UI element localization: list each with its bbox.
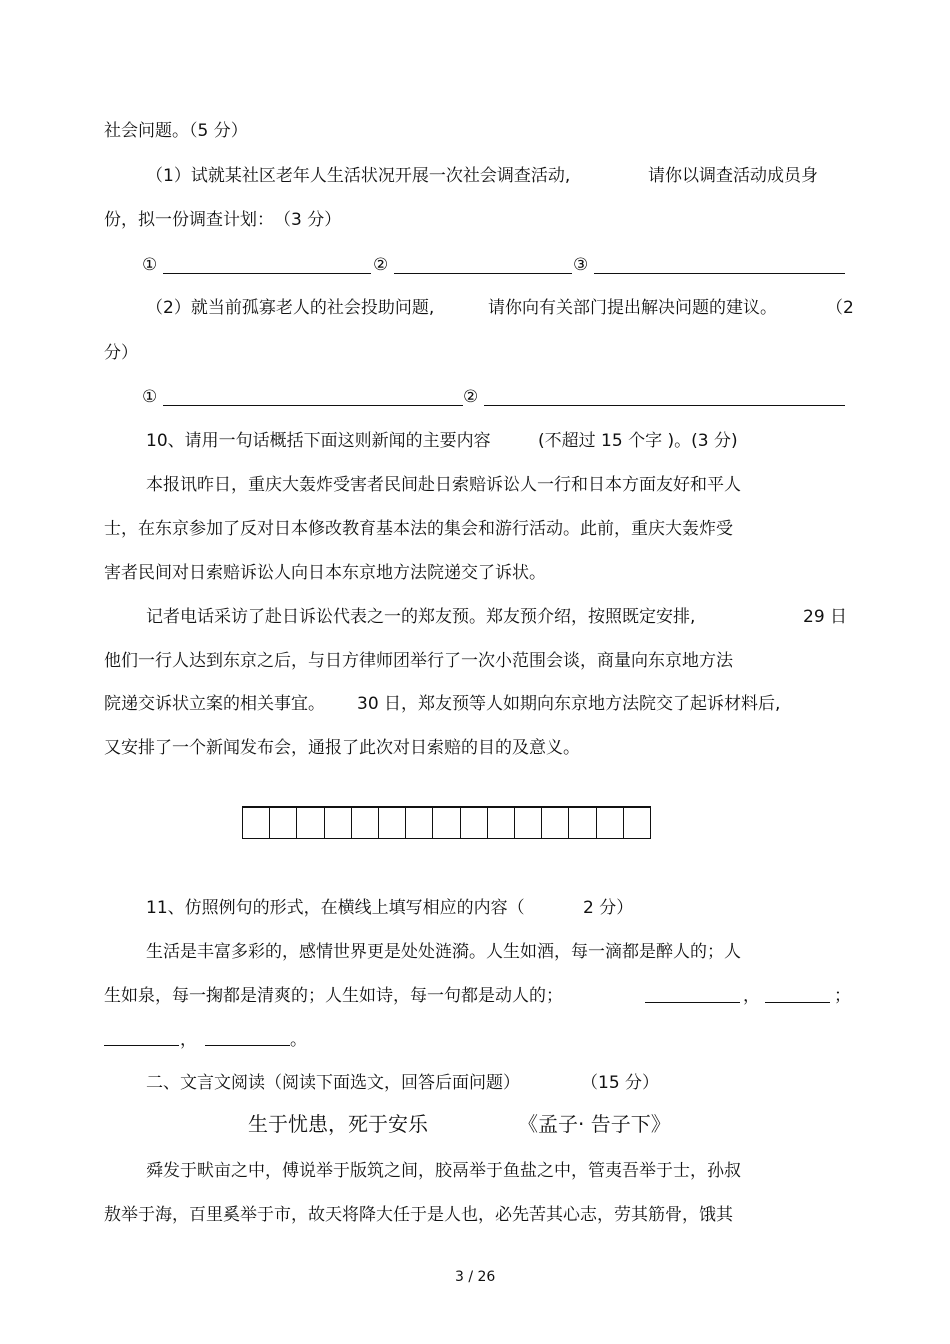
fill-comma-1: ， xyxy=(743,986,760,1006)
news-line-4b: 29 日 xyxy=(803,607,848,627)
section-2a: 二、文言文阅读（阅读下面选文，回答后面问题） xyxy=(146,1073,520,1093)
answer-box-cell[interactable] xyxy=(624,808,651,838)
section-2b: （15 分） xyxy=(581,1073,660,1093)
line-6: 分） xyxy=(104,343,138,363)
line-5b: 请你向有关部门提出解决问题的建议。 xyxy=(488,298,777,318)
news-line-7: 又安排了一个新闻发布会，通报了此次对日索赔的目的及意义。 xyxy=(104,738,580,758)
example-line-1: 生活是丰富多彩的，感情世界更是处处涟漪。人生如酒，每一滴都是醉人的；人 xyxy=(146,942,741,962)
answer-box-cell[interactable] xyxy=(542,808,569,838)
news-line-1: 本报讯昨日，重庆大轰炸受害者民间赴日索赔诉讼人一行和日本方面友好和平人 xyxy=(146,475,741,495)
news-line-5: 他们一行人达到东京之后，与日方律师团举行了一次小范围会谈，商量向东京地方法 xyxy=(104,651,733,671)
classical-title: 生于忧患，死于安乐 xyxy=(248,1112,428,1136)
question-10a: 10、请用一句话概括下面这则新闻的主要内容 xyxy=(146,431,491,451)
news-line-6b: 30 日，郑友预等人如期向东京地方法院交了起诉材料后, xyxy=(357,694,781,714)
news-line-2: 士，在东京参加了反对日本修改教育基本法的集会和游行活动。此前，重庆大轰炸受 xyxy=(104,519,733,539)
answer-box-cell[interactable] xyxy=(569,808,596,838)
answer-box-cell[interactable] xyxy=(243,808,270,838)
marker-5: ② xyxy=(463,387,479,407)
line-2b: 请你以调查活动成员身 xyxy=(648,166,818,186)
line-5a: （2）就当前孤寡老人的社会投助问题, xyxy=(146,298,435,318)
fill-line-4[interactable] xyxy=(205,1045,290,1046)
answer-line-4[interactable] xyxy=(163,405,463,406)
page-number: 3 / 26 xyxy=(455,1269,496,1285)
answer-box-cell[interactable] xyxy=(406,808,433,838)
answer-box-cell[interactable] xyxy=(433,808,460,838)
answer-line-1[interactable] xyxy=(163,273,371,274)
answer-box-cell[interactable] xyxy=(488,808,515,838)
line-2a: （1）试就某社区老年人生活状况开展一次社会调查活动, xyxy=(146,166,571,186)
passage-line-1: 舜发于畎亩之中，傅说举于版筑之间，胶鬲举于鱼盐之中，管夷吾举于士，孙叔 xyxy=(146,1161,741,1181)
answer-box-grid[interactable] xyxy=(242,806,651,839)
answer-box-cell[interactable] xyxy=(597,808,624,838)
line-1: 社会问题。（5 分） xyxy=(104,121,248,141)
marker-3: ③ xyxy=(573,255,589,275)
news-line-4a: 记者电话采访了赴日诉讼代表之一的郑友预。郑友预介绍，按照既定安排, xyxy=(146,607,696,627)
answer-box-cell[interactable] xyxy=(515,808,542,838)
news-line-3: 害者民间对日索赔诉讼人向日本东京地方法院递交了诉状。 xyxy=(104,563,546,583)
answer-line-5[interactable] xyxy=(484,405,845,406)
example-line-2: 生如泉，每一掬都是清爽的；人生如诗，每一句都是动人的； xyxy=(104,986,563,1006)
classical-source: 《孟子· 告子下》 xyxy=(518,1112,671,1136)
fill-semicolon: ； xyxy=(834,986,851,1006)
passage-line-2: 敖举于海，百里奚举于市，故天将降大任于是人也，必先苦其心志，劳其筋骨，饿其 xyxy=(104,1205,733,1225)
answer-line-2[interactable] xyxy=(394,273,572,274)
question-10b: (不超过 15 个字 )。(3 分) xyxy=(538,431,738,451)
fill-comma-2: ， xyxy=(180,1030,197,1050)
line-3: 份，拟一份调查计划： （3 分） xyxy=(104,210,342,230)
answer-box-cell[interactable] xyxy=(325,808,352,838)
marker-1: ① xyxy=(142,255,158,275)
answer-box-cell[interactable] xyxy=(352,808,379,838)
answer-line-3[interactable] xyxy=(594,273,845,274)
fill-line-1[interactable] xyxy=(645,1002,740,1003)
answer-box-cell[interactable] xyxy=(270,808,297,838)
question-11b: 2 分） xyxy=(583,898,634,918)
marker-4: ① xyxy=(142,387,158,407)
answer-box-cell[interactable] xyxy=(379,808,406,838)
marker-2: ② xyxy=(373,255,389,275)
fill-period: 。 xyxy=(290,1030,307,1050)
news-line-6a: 院递交诉状立案的相关事宜。 xyxy=(104,694,325,714)
fill-line-2[interactable] xyxy=(765,1002,830,1003)
answer-box-cell[interactable] xyxy=(461,808,488,838)
question-11a: 11、仿照例句的形式，在横线上填写相应的内容（ xyxy=(146,898,525,918)
line-5c: （2 xyxy=(826,298,854,318)
fill-line-3[interactable] xyxy=(104,1045,179,1046)
answer-box-cell[interactable] xyxy=(297,808,324,838)
